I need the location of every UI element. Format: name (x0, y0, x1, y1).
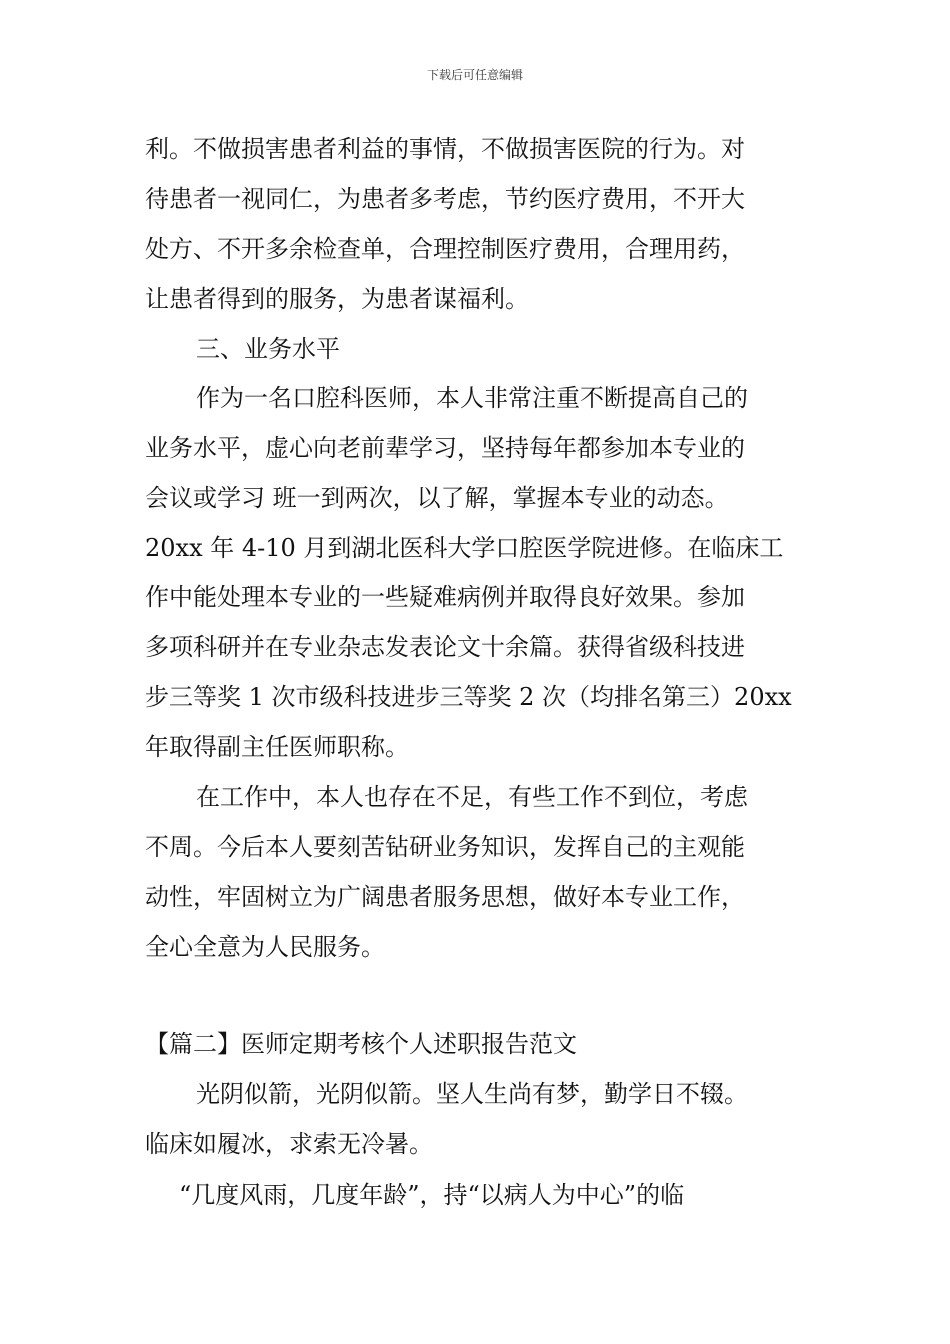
page-header: 下载后可任意编辑 (426, 68, 523, 82)
body-line: 全心全意为人民服务。 (145, 933, 385, 961)
chapter-heading: 【篇二】医师定期考核个人述职报告范文 (145, 1030, 577, 1058)
body-line: 作为一名口腔科医师，本人非常注重不断提高自己的 (196, 384, 748, 412)
body-line: 业务水平，虚心向老前辈学习，坚持每年都参加本专业的 (145, 434, 745, 462)
body-line: 处方、不开多余检查单，合理控制医疗费用，合理用药， (145, 235, 745, 263)
body-line: “几度风雨，几度年龄”，持“以病人为中心”的临 (179, 1181, 685, 1209)
body-line: 在工作中，本人也存在不足，有些工作不到位，考虑 (196, 783, 748, 811)
body-line: 多项科研并在专业杂志发表论文十余篇。获得省级科技进 (145, 633, 745, 661)
body-line: 待患者一视同仁，为患者多考虑，节约医疗费用，不开大 (145, 185, 745, 213)
body-line: 20xx 年 4-10 月到湖北医科大学口腔医学院进修。在临床工 (145, 534, 784, 562)
body-line: 年取得副主任医师职称。 (145, 733, 409, 761)
body-line: 步三等奖 1 次市级科技进步三等奖 2 次（均排名第三）20xx (145, 683, 792, 711)
body-line: 光阴似箭，光阴似箭。坚人生尚有梦，勤学日不辍。 (196, 1080, 748, 1108)
body-line: 让患者得到的服务，为患者谋福利。 (145, 285, 529, 313)
body-line: 利。不做损害患者利益的事情，不做损害医院的行为。对 (145, 135, 745, 163)
body-line: 动性，牢固树立为广阔患者服务思想，做好本专业工作， (145, 883, 745, 911)
body-line: 作中能处理本专业的一些疑难病例并取得良好效果。参加 (145, 583, 745, 611)
body-line: 临床如履冰，求索无冷暑。 (145, 1130, 433, 1158)
body-line: 不周。今后本人要刻苦钻研业务知识，发挥自己的主观能 (145, 833, 745, 861)
section-heading: 三、业务水平 (196, 335, 340, 363)
body-line: 会议或学习 班一到两次，以了解，掌握本专业的动态。 (145, 484, 729, 512)
